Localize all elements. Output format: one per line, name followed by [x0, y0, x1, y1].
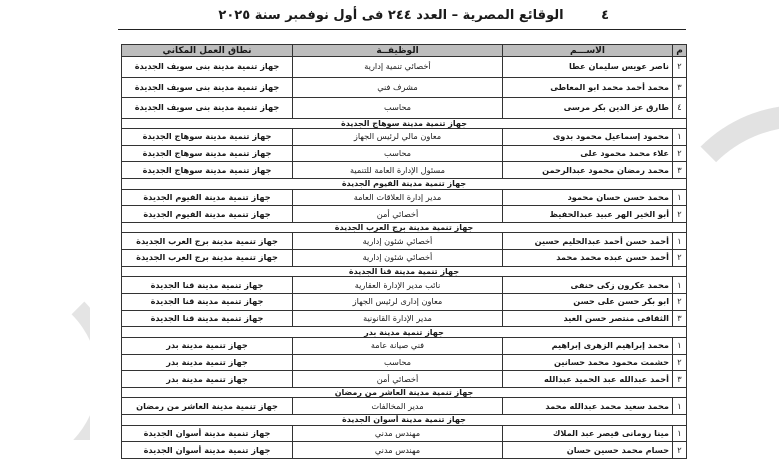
person-name: محمد عكرون زكى حنفى: [503, 277, 673, 294]
table-row: [122, 233, 687, 250]
person-name: محمد إبراهيم الزهرى إبراهيم: [503, 337, 673, 354]
job-title: أخصائي شئون إدارية: [293, 233, 503, 250]
column-header-name: الاســـم: [503, 45, 673, 57]
page-header: [195, 8, 609, 28]
work-location: جهاز تنمية مدينة بنى سويف الجديدة: [122, 77, 293, 98]
work-location: جهاز تنمية مدينة برج العرب الجديدة: [122, 250, 293, 267]
row-number: ١: [673, 337, 687, 354]
person-name: محمود إسماعيل محمود بدوى: [503, 129, 673, 146]
row-number: ٣: [673, 162, 687, 179]
person-name: الثقافى منتصر حسن العيد: [503, 310, 673, 327]
person-name: مينا رومانى قيصر عبد الملاك: [503, 425, 673, 442]
section-title: جهاز تنمية مدينة الفيوم الجديدة: [122, 179, 687, 190]
table-row: [122, 277, 687, 294]
row-number: ١: [673, 277, 687, 294]
table-row: [122, 206, 687, 223]
job-title: أخصائي أمن: [293, 206, 503, 223]
job-title: محاسب: [293, 98, 503, 119]
row-number: ٣: [673, 77, 687, 98]
section-header-row: [122, 327, 687, 338]
section-title: جهاز تنمية مدينة قنا الجديدة: [122, 266, 687, 277]
row-number: ٢: [673, 57, 687, 78]
table-row: [122, 294, 687, 311]
table-row: [122, 189, 687, 206]
watermark-graphic-left: [0, 270, 90, 440]
row-number: ١: [673, 398, 687, 415]
job-title: معاون إدارى لرئيس الجهاز: [293, 294, 503, 311]
job-title: نائب مدير الإدارة العقارية: [293, 277, 503, 294]
person-name: ابو بكر حسن على حسن: [503, 294, 673, 311]
section-header-row: [122, 222, 687, 233]
job-title: فني صيانة عامة: [293, 337, 503, 354]
table-row: [122, 250, 687, 267]
table-row: [122, 129, 687, 146]
column-header-num: م: [673, 45, 687, 57]
header-divider: [118, 29, 686, 30]
work-location: جهاز تنمية مدينة بدر: [122, 371, 293, 388]
job-title: مدير المخالفات: [293, 398, 503, 415]
work-location: جهاز تنمية مدينة العاشر من رمضان: [122, 398, 293, 415]
person-name: حسام محمد حسين حسان: [503, 442, 673, 459]
section-title: جهاز تنمية مدينة برج العرب الجديدة: [122, 222, 687, 233]
work-location: جهاز تنمية مدينة سوهاج الجديدة: [122, 162, 293, 179]
table-row: [122, 354, 687, 371]
section-title: جهاز تنمية مدينة العاشر من رمضان: [122, 387, 687, 398]
work-location: جهاز تنمية مدينة سوهاج الجديدة: [122, 129, 293, 146]
job-title: محاسب: [293, 354, 503, 371]
table-row: [122, 337, 687, 354]
row-number: ٢: [673, 145, 687, 162]
page-number: ٤: [601, 8, 609, 23]
work-location: جهاز تنمية مدينة قنا الجديدة: [122, 310, 293, 327]
job-title: أخصائي شئون إدارية: [293, 250, 503, 267]
table-row: [122, 77, 687, 98]
job-title: محاسب: [293, 145, 503, 162]
job-title: مهندس مدني: [293, 425, 503, 442]
row-number: ٤: [673, 98, 687, 119]
row-number: ١: [673, 425, 687, 442]
column-header-job: الوظيفــة: [293, 45, 503, 57]
job-title: مدير إدارة العلاقات العامة: [293, 189, 503, 206]
person-name: أحمد حسن أحمد عبدالحليم حسين: [503, 233, 673, 250]
row-number: ١: [673, 129, 687, 146]
person-name: أحمد عبدالله عبد الحميد عبدالله: [503, 371, 673, 388]
gazette-title: الوقائع المصرية – العدد ٢٤٤ فى أول نوفمبر سنة ٢٠٢٥: [218, 8, 564, 23]
work-location: جهاز تنمية مدينة أسوان الجديدة: [122, 442, 293, 459]
row-number: ٢: [673, 294, 687, 311]
work-location: جهاز تنمية مدينة أسوان الجديدة: [122, 425, 293, 442]
row-number: ٢: [673, 250, 687, 267]
person-name: محمد حسن حسان محمود: [503, 189, 673, 206]
work-location: جهاز تنمية مدينة برج العرب الجديدة: [122, 233, 293, 250]
person-name: ناصر عويس سليمان عطا: [503, 57, 673, 78]
section-title: جهاز تنمية مدينة أسوان الجديدة: [122, 415, 687, 426]
section-header-row: [122, 118, 687, 129]
section-header-row: [122, 266, 687, 277]
table-header-row: [122, 45, 687, 57]
section-title: جهاز تنمية مدينة سوهاج الجديدة: [122, 118, 687, 129]
table-row: [122, 310, 687, 327]
table-row: [122, 162, 687, 179]
person-name: محمد رمضان محمود عبدالرحمن: [503, 162, 673, 179]
job-title: أخصائي تنمية إدارية: [293, 57, 503, 78]
table-row: [122, 145, 687, 162]
row-number: ٢: [673, 206, 687, 223]
column-header-place: نطاق العمل المكاني: [122, 45, 293, 57]
section-title: جهاز تنمية مدينة بدر: [122, 327, 687, 338]
row-number: ٢: [673, 354, 687, 371]
section-header-row: [122, 179, 687, 190]
job-title: معاون مالي لرئيس الجهاز: [293, 129, 503, 146]
person-name: طارق عز الدين بكر مرسى: [503, 98, 673, 119]
work-location: جهاز تنمية مدينة الفيوم الجديدة: [122, 189, 293, 206]
table-row: [122, 371, 687, 388]
appointments-table: [121, 44, 687, 459]
person-name: أحمد حسن عبده محمد محمد: [503, 250, 673, 267]
work-location: جهاز تنمية مدينة قنا الجديدة: [122, 277, 293, 294]
table-row: [122, 98, 687, 119]
person-name: محمد أحمد محمد ابو المعاطى: [503, 77, 673, 98]
row-number: ١: [673, 233, 687, 250]
work-location: جهاز تنمية مدينة بدر: [122, 337, 293, 354]
work-location: جهاز تنمية مدينة قنا الجديدة: [122, 294, 293, 311]
table-row: [122, 442, 687, 459]
job-title: مسئول الإدارة العامة للتنمية: [293, 162, 503, 179]
job-title: مدير الإدارة القانونية: [293, 310, 503, 327]
row-number: ٢: [673, 442, 687, 459]
job-title: مهندس مدني: [293, 442, 503, 459]
row-number: ١: [673, 189, 687, 206]
table-row: [122, 398, 687, 415]
person-name: أبو الخير الهر عبيد عبدالحفيظ: [503, 206, 673, 223]
work-location: جهاز تنمية مدينة الفيوم الجديدة: [122, 206, 293, 223]
person-name: محمد سعيد محمد عبدالله محمد: [503, 398, 673, 415]
section-header-row: [122, 415, 687, 426]
work-location: جهاز تنمية مدينة بنى سويف الجديدة: [122, 98, 293, 119]
table-row: [122, 425, 687, 442]
work-location: جهاز تنمية مدينة سوهاج الجديدة: [122, 145, 293, 162]
table-row: [122, 57, 687, 78]
job-title: أخصائي أمن: [293, 371, 503, 388]
person-name: حشمت محمود محمد حسانين: [503, 354, 673, 371]
work-location: جهاز تنمية مدينة بدر: [122, 354, 293, 371]
work-location: جهاز تنمية مدينة بنى سويف الجديدة: [122, 57, 293, 78]
row-number: ٣: [673, 310, 687, 327]
row-number: ٣: [673, 371, 687, 388]
person-name: علاء محمد محمود على: [503, 145, 673, 162]
section-header-row: [122, 387, 687, 398]
job-title: مشرف فني: [293, 77, 503, 98]
